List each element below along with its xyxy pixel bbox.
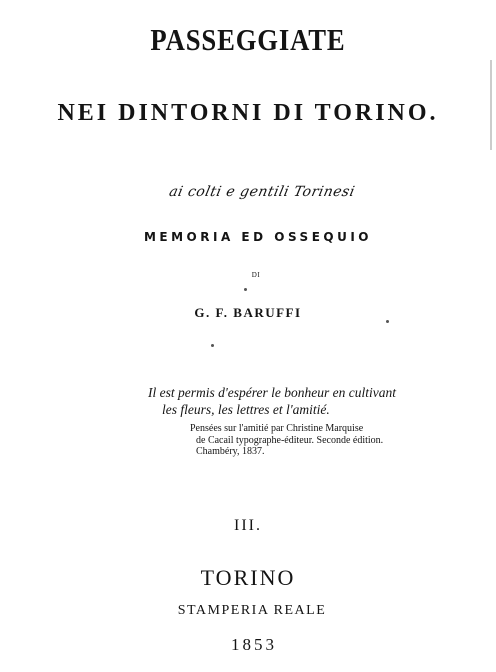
publication-year: 1853 bbox=[231, 635, 277, 654]
page-edge-shadow bbox=[490, 60, 492, 150]
publisher-name: STAMPERIA REALE bbox=[177, 603, 327, 618]
publication-city: TORINO bbox=[200, 565, 296, 590]
epigraph-line-1: Il est permis d'espérer le bonheur en cultivant bbox=[148, 385, 396, 400]
epigraph-citation bbox=[190, 423, 486, 458]
ink-speck bbox=[386, 320, 389, 323]
memoria-line: MEMORIA ED OSSEQUIO bbox=[143, 230, 373, 244]
citation-line-1: Pensées sur l'amitié par Christine Marquise bbox=[190, 423, 364, 434]
by-word: DI bbox=[251, 271, 261, 279]
epigraph-line-2: les fleurs, les lettres et l'amitié. bbox=[162, 402, 330, 417]
epigraph bbox=[148, 384, 478, 418]
ink-speck bbox=[211, 344, 214, 347]
dedication-line: ai colti e gentili Torinesi bbox=[167, 184, 357, 200]
ink-speck bbox=[244, 288, 247, 291]
book-title: PASSEGGIATE bbox=[150, 22, 346, 57]
citation-line-3: Chambéry, 1837. bbox=[196, 446, 265, 457]
author-name: G. F. BARUFFI bbox=[194, 305, 302, 320]
citation-line-2: de Cacail typographe-éditeur. Seconde édition. bbox=[196, 434, 384, 446]
volume-number: III. bbox=[234, 517, 262, 534]
book-subtitle: NEI DINTORNI DI TORINO. bbox=[57, 100, 439, 126]
